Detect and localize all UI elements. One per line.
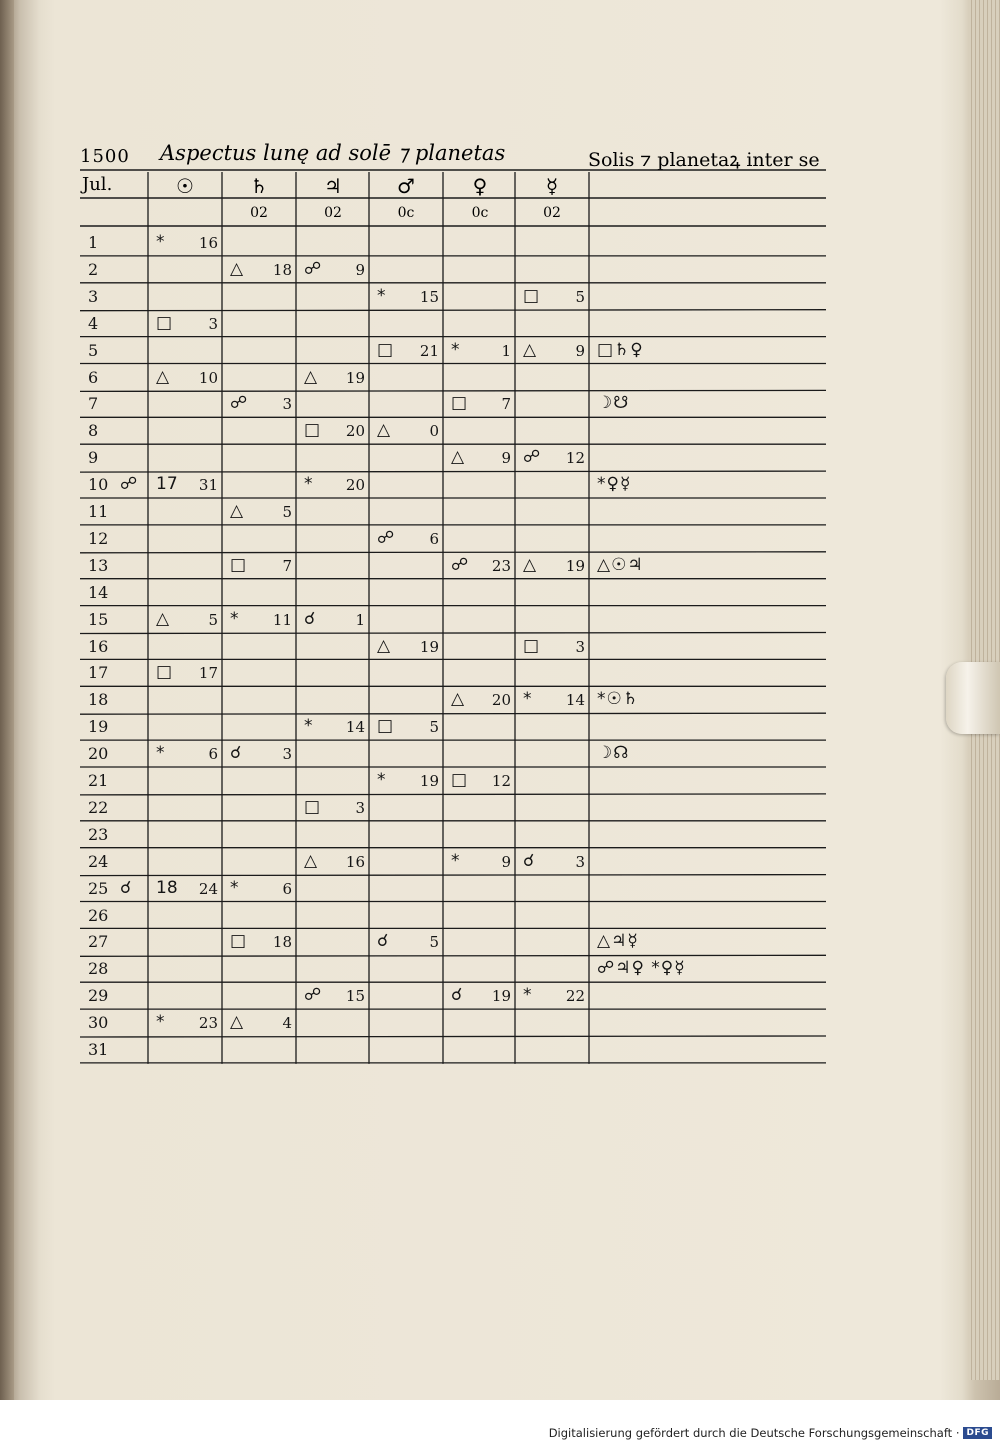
degree-value: 9 <box>501 852 511 871</box>
degree-value: 16 <box>198 234 218 252</box>
aspect-symbol: △ <box>156 366 170 387</box>
day-number: 19 <box>88 717 109 737</box>
aspect-symbol: △ <box>523 554 537 575</box>
day-number: 29 <box>88 986 109 1006</box>
day-number: 22 <box>88 797 109 817</box>
day-number: 15 <box>88 609 109 629</box>
day-number: 1 <box>88 233 99 252</box>
row-rule <box>80 875 826 876</box>
column-subheader: 0c <box>397 205 415 221</box>
aspect-symbol: ☌ <box>304 608 316 629</box>
degree-value: 20 <box>491 691 511 710</box>
aspect-symbol: ☍ <box>304 258 322 279</box>
aspect-symbol: ☌ <box>451 985 463 1006</box>
degree-value: 18 <box>272 260 292 279</box>
aspect-symbol: ☍ <box>451 554 469 575</box>
degree-value: 3 <box>282 745 292 764</box>
column-subheader: 02 <box>543 205 561 221</box>
degree-value: 6 <box>429 529 439 548</box>
row-rule <box>80 955 826 956</box>
day-number: 24 <box>88 851 109 871</box>
planet-column-head: ♄ <box>250 174 268 198</box>
planet-aspect-entry: △♃☿ <box>597 931 639 952</box>
aspect-symbol: ☍ <box>304 985 322 1006</box>
aspect-symbol: ☍ <box>230 393 248 414</box>
aspect-symbol: * <box>304 716 313 737</box>
planet-aspect-entry: □♄♀ <box>597 339 644 360</box>
aspect-symbol: ☍ <box>120 474 138 495</box>
row-rule <box>80 310 826 311</box>
aspect-symbol: △ <box>304 366 318 387</box>
aspect-symbol: □ <box>230 554 247 575</box>
day-number: 18 <box>88 690 109 710</box>
day-number: 16 <box>88 636 109 656</box>
degree-value: 15 <box>345 987 365 1006</box>
day-number: 5 <box>88 340 99 360</box>
row-rule <box>80 713 826 714</box>
row-rule <box>80 471 826 472</box>
row-rule <box>80 794 826 795</box>
aspect-symbol: ☍ <box>523 447 541 468</box>
degree-value: 19 <box>419 637 439 656</box>
column-subheader: 02 <box>250 205 268 221</box>
degree-value: 5 <box>282 503 292 521</box>
day-number: 3 <box>88 286 99 306</box>
aspect-symbol: * <box>377 285 386 306</box>
aspect-symbol: ☌ <box>523 850 535 871</box>
planet-column-head: ☉ <box>176 174 194 198</box>
aspect-symbol: △ <box>230 258 244 279</box>
page-title: Aspectus lunę ad solē ⁊ planetas <box>160 141 506 165</box>
degree-value: 7 <box>282 556 292 575</box>
bottom-band <box>0 1400 1000 1444</box>
planet-column-head: ♂ <box>397 174 415 198</box>
degree-value: 17 <box>156 474 178 495</box>
day-number: 14 <box>88 582 109 602</box>
day-number: 6 <box>88 367 99 387</box>
degree-value: 23 <box>491 556 511 575</box>
row-rule <box>80 1036 826 1037</box>
degree-value: 7 <box>501 395 511 414</box>
aspect-symbol: △ <box>523 339 537 360</box>
aspect-symbol: * <box>451 850 460 871</box>
day-number: 20 <box>88 744 109 764</box>
aspect-symbol: △ <box>451 447 465 468</box>
aspect-symbol: □ <box>156 662 173 683</box>
degree-value: 19 <box>565 556 585 575</box>
aspect-symbol: △ <box>230 1012 244 1033</box>
day-number: 11 <box>88 502 109 521</box>
degree-value: 23 <box>198 1014 218 1033</box>
column-subheader: 02 <box>324 205 342 221</box>
aspect-symbol: ☍ <box>377 527 395 548</box>
degree-value: 5 <box>575 287 585 306</box>
degree-value: 18 <box>156 877 178 898</box>
aspect-symbol: △ <box>304 850 318 871</box>
aspect-symbol: ☌ <box>120 877 132 898</box>
day-number: 10 <box>88 475 109 495</box>
degree-value: 6 <box>208 745 218 764</box>
degree-value: 17 <box>198 664 218 683</box>
aspect-symbol: * <box>230 877 239 898</box>
day-number: 8 <box>88 421 99 441</box>
aspect-symbol: * <box>377 770 386 790</box>
planet-aspect-entry: ☽☊ <box>597 743 630 764</box>
degree-value: 20 <box>345 476 365 495</box>
aspect-symbol: * <box>156 1012 165 1033</box>
degree-value: 11 <box>272 610 292 629</box>
aspect-symbol: * <box>523 689 532 710</box>
aspect-symbol: * <box>230 608 239 629</box>
day-number: 31 <box>88 1040 109 1059</box>
aspect-symbol: * <box>156 743 165 764</box>
row-rule <box>80 390 826 391</box>
degree-value: 5 <box>429 933 439 952</box>
aspect-symbol: □ <box>377 339 394 360</box>
degree-value: 3 <box>355 798 365 817</box>
aspect-symbol: △ <box>377 420 391 441</box>
day-number: 26 <box>88 905 109 925</box>
day-number: 27 <box>88 932 109 952</box>
degree-value: 1 <box>501 341 511 360</box>
degree-value: 3 <box>575 852 585 871</box>
aspect-symbol: □ <box>156 312 173 333</box>
right-column-title: Solis ⁊ planetaꝝ inter se <box>588 149 820 171</box>
day-number: 13 <box>88 555 109 575</box>
degree-value: 5 <box>429 718 439 737</box>
planet-aspect-entry: ☍♃♀ *♀☿ <box>597 958 686 979</box>
aspect-symbol: ☌ <box>377 931 389 952</box>
day-number: 2 <box>88 259 99 279</box>
planet-aspect-entry: *♀☿ <box>597 474 632 495</box>
aspect-symbol: □ <box>523 635 540 656</box>
day-number: 23 <box>88 824 109 844</box>
day-number: 9 <box>88 448 99 468</box>
degree-value: 20 <box>345 422 365 441</box>
degree-value: 9 <box>501 449 511 468</box>
digitization-credit <box>549 1422 992 1444</box>
degree-value: 14 <box>345 718 365 737</box>
aspect-symbol: * <box>304 474 313 495</box>
day-number: 28 <box>88 959 109 979</box>
row-rule <box>80 552 826 553</box>
aspect-symbol: * <box>523 985 532 1006</box>
aspect-symbol: △ <box>156 608 170 629</box>
aspect-symbol: □ <box>451 770 468 790</box>
planet-column-head: ☿ <box>545 174 559 198</box>
degree-value: 10 <box>198 368 218 387</box>
aspect-symbol: □ <box>230 931 247 952</box>
aspect-symbol: △ <box>451 689 465 710</box>
degree-value: 12 <box>565 449 585 468</box>
degree-value: 15 <box>419 287 439 306</box>
page-year: 1500 <box>80 146 130 167</box>
degree-value: 3 <box>282 395 292 414</box>
column-subheader: 0c <box>471 205 489 221</box>
month-label: Jul. <box>82 174 113 195</box>
planet-aspect-entry: *☉♄ <box>597 689 639 710</box>
planet-column-head: ♀ <box>472 174 488 198</box>
degree-value: 21 <box>419 341 439 360</box>
aspect-symbol: □ <box>304 420 321 441</box>
aspect-symbol: □ <box>451 393 468 414</box>
row-rule <box>80 633 826 634</box>
planet-aspect-entry: △☉♃ <box>597 554 644 575</box>
degree-value: 5 <box>208 610 218 629</box>
degree-value: 9 <box>355 260 365 279</box>
planet-column-head: ♃ <box>324 174 342 198</box>
day-number: 7 <box>88 394 99 414</box>
dfg-logo: DFG <box>963 1427 992 1439</box>
day-number: 30 <box>88 1013 109 1033</box>
degree-value: 19 <box>491 987 511 1006</box>
degree-value: 3 <box>208 314 218 333</box>
day-number: 4 <box>88 313 99 333</box>
aspect-symbol: * <box>451 339 460 360</box>
aspect-symbol: △ <box>377 635 391 656</box>
degree-value: 22 <box>565 987 585 1006</box>
aspect-symbol: ☌ <box>230 743 242 764</box>
aspect-symbol: □ <box>523 285 540 306</box>
degree-value: 31 <box>198 476 218 495</box>
degree-value: 18 <box>272 933 292 952</box>
degree-value: 1 <box>355 610 365 629</box>
credit-text: Digitalisierung gefördert durch die Deutsche Forschungsgemeinschaft · <box>548 1426 960 1440</box>
degree-value: 0 <box>429 422 439 441</box>
aspect-symbol: □ <box>377 716 394 737</box>
day-number: 17 <box>88 663 109 683</box>
degree-value: 19 <box>345 368 365 387</box>
degree-value: 3 <box>575 637 585 656</box>
degree-value: 6 <box>282 879 292 898</box>
aspect-symbol: * <box>156 232 165 252</box>
planet-aspect-entry: ☽☋ <box>597 393 630 414</box>
degree-value: 4 <box>282 1014 292 1033</box>
day-number: 25 <box>88 878 109 898</box>
degree-value: 24 <box>198 879 218 898</box>
degree-value: 12 <box>491 772 511 790</box>
aspect-symbol: □ <box>304 796 321 817</box>
day-number: 21 <box>88 771 109 790</box>
degree-value: 16 <box>345 852 365 871</box>
degree-value: 19 <box>419 772 439 790</box>
aspect-symbol: △ <box>230 501 244 521</box>
degree-value: 14 <box>565 691 585 710</box>
day-number: 12 <box>88 528 109 548</box>
degree-value: 9 <box>575 341 585 360</box>
